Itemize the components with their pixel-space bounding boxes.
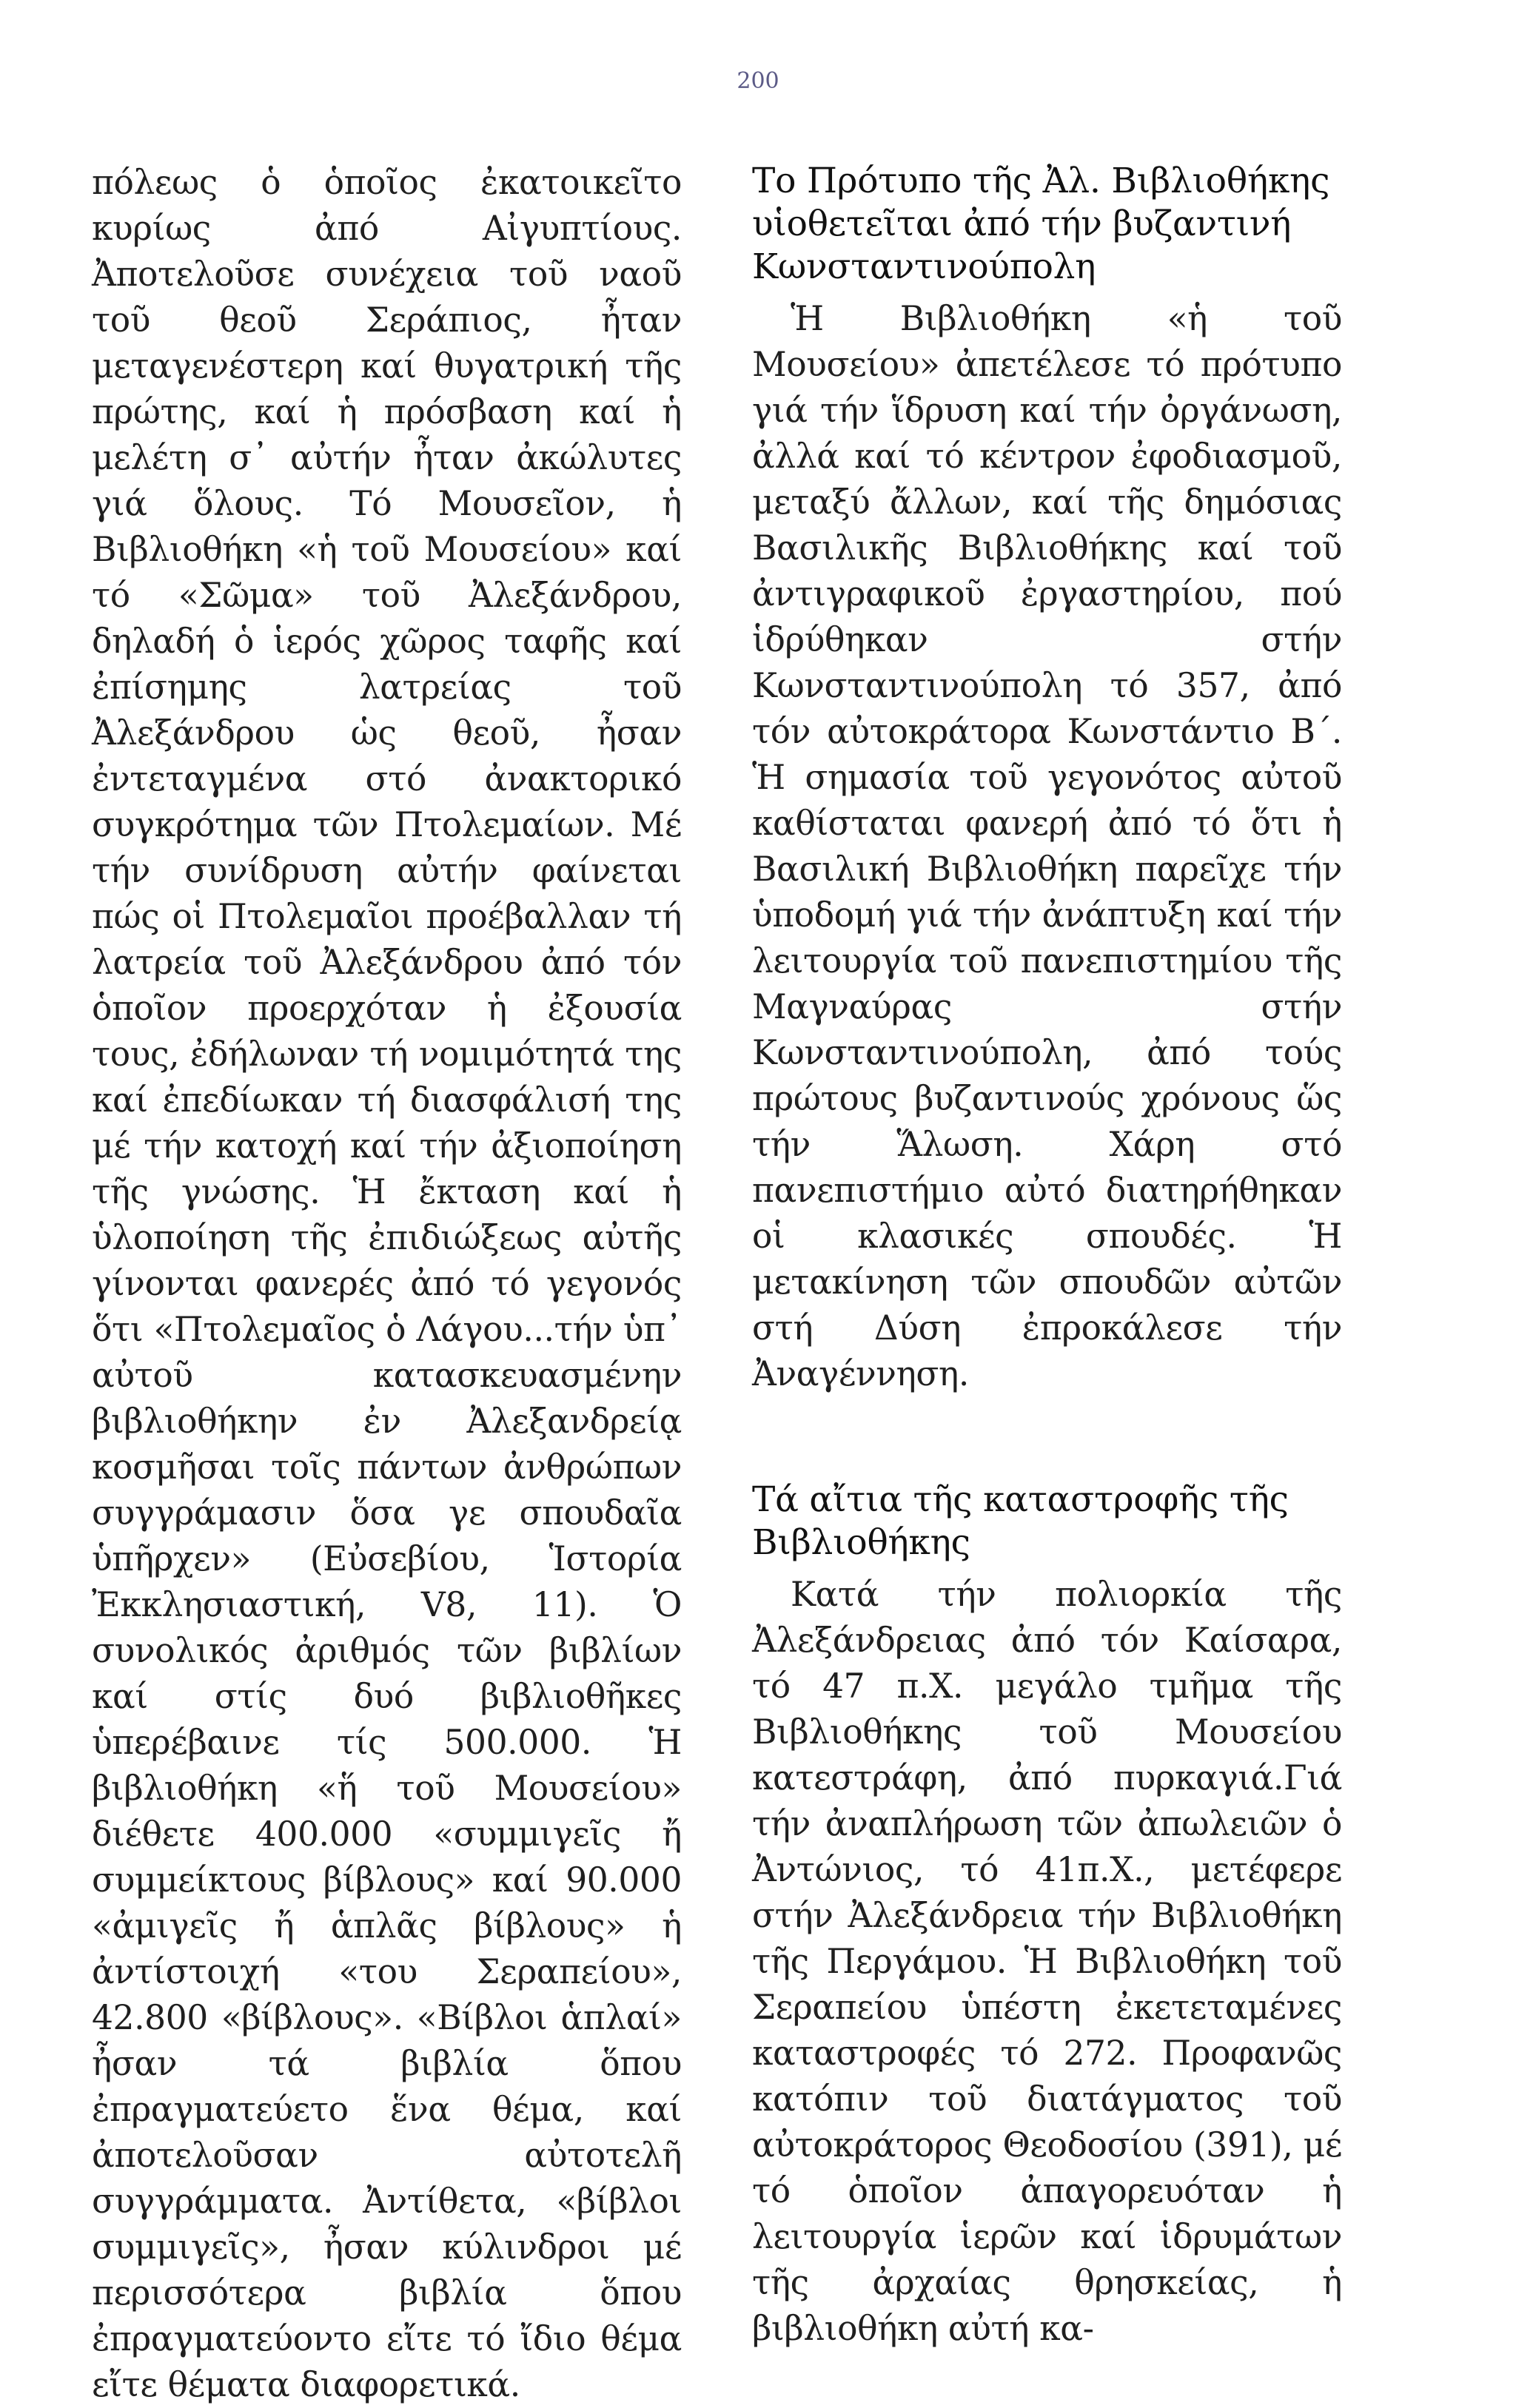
section-heading: Τά αἴτια τῆς καταστροφῆς τῆς Βιβλιοθήκης [752,1479,1289,1563]
section-heading: Το Πρότυπο τῆς Ἀλ. Βιβλιοθήκης υἱοθετεῖται ἀπό τήν βυζαντινή Κωνσταντινούπολη [752,161,1330,287]
section-body [752,1572,1342,2352]
section-body [752,296,1342,1397]
page-number: 200 [737,68,779,94]
left-column-paragraph: πόλεως ὁ ὁποῖος ἐκατοικεῖτο κυρίως ἀπό Αἰγυπτίους. Ἀποτελοῦσε συνέχεια τοῦ ναοῦ τοῦ θεοῦ Σεράπιος, ἦταν μεταγενέστερη καί θυγατρική τῆς πρώτης, καί ἡ πρόσβαση καί ἡ μελέτη σ᾽ αὐτήν ἦταν ἀκώλυτες γιά ὅλους. Τό Μουσεῖον, ἡ Βιβλιοθήκη «ἡ τοῦ Μουσείου» καί τό «Σῶμα» τοῦ Ἀλεξάνδρου, δηλαδή ὁ ἱερός χῶρος ταφῆς καί ἐπίσημης λατρείας τοῦ Ἀλεξάνδρου ὡς θεοῦ, ἦσαν ἐντεταγμένα στό ἀνακτορικό συγκρότημα τῶν Πτολεμαίων. Μέ τήν συνίδρυση αὐτήν φαίνεται πώς οἱ Πτολεμαῖοι προέβαλλαν τή λατρεία τοῦ Ἀλεξάνδρου ἀπό τόν ὁποῖον προερχόταν ἡ ἐξουσία τους, ἐδήλωναν τή νομιμότητά της καί ἐπεδίωκαν τή διασφάλισή της μέ τήν κατοχή καί τήν ἀξιοποίηση τῆς γνώσης. Ἡ ἔκταση καί ἡ ὑλοποίηση τῆς ἐπιδιώξεως αὐτῆς γίνονται φανερές ἀπό τό γεγονός ὅτι «Πτολεμαῖος ὁ Λάγου...τήν ὑπ᾽ αὐτοῦ κατασκευασμένην βιβλιοθήκην ἐν Ἀλεξανδρείᾳ κοσμῆσαι τοῖς πάντων ἀνθρώπων συγγράμασιν ὅσα γε σπουδαῖα ὑπῆρχεν» (Εὐσεβίου, Ἱστορία Ἐκκλησιαστική, V8, 11). Ὁ συνολικός ἀριθμός τῶν βιβλίων καί στίς δυό βιβλιοθῆκες ὑπερέβαινε τίς 500.000. Ἡ βιβλιοθήκη «ἥ τοῦ Μουσείου» διέθετε 400.000 «συμμιγεῖς ἤ συμμείκτους βίβλους» καί 90.000 «ἀμιγεῖς ἤ ἁπλᾶς βίβλους» ἡ ἀντίστοιχή «του Σεραπείου», 42.800 «βίβλους». «Βίβλοι ἁπλαί» ἦσαν τά βιβλία ὅπου ἐπραγματεύετο ἕνα θέμα, καί ἀποτελοῦσαν αὐτοτελῆ συγγράμματα. Ἀντίθετα, «βίβλοι συμμιγεῖς», ἦσαν κύλινδροι μέ περισσότερα βιβλία ὅπου ἐπραγματεύοντο εἴτε τό ἴδιο θέμα εἴτε θέματα διαφορετικά. [92,163,682,2404]
right-column [752,160,1342,2352]
section-paragraph: Κατά τήν πολιορκία τῆς Ἀλεξάνδρειας ἀπό τόν Καίσαρα, τό 47 π.Χ. μεγάλο τμῆμα τῆς Βιβλιοθήκης τοῦ Μουσείου κατεστράφη, ἀπό πυρκαγιά.Γιά τήν ἀναπλήρωση τῶν ἀπωλειῶν ὁ Ἀντώνιος, τό 41π.Χ., μετέφερε στήν Ἀλεξάνδρεια τήν Βιβλιοθήκη τῆς Περγάμου. Ἡ Βιβλιοθήκη τοῦ Σεραπείου ὑπέστη ἐκετεταμένες καταστροφές τό 272. Προφανῶς κατόπιν τοῦ διατάγματος τοῦ αὐτοκράτορος Θεοδοσίου (391), μέ τό ὁποῖον ἀπαγορευόταν ἡ λειτουργία ἱερῶν καί ἱδρυμάτων τῆς ἀρχαίας θρησκείας, ἡ βιβλιοθήκη αὐτή κα- [752,1575,1342,2348]
section-library-destruction [752,1479,1342,2352]
section-library-model [752,160,1342,1397]
section-paragraph: Ἡ Βιβλιοθήκη «ἡ τοῦ Μουσείου» ἀπετέλεσε τό πρότυπο γιά τήν ἵδρυση καί τήν ὀργάνωση, ἀλλά καί τό κέντρον ἐφοδιασμοῦ, μεταξύ ἄλλων, καί τῆς δημόσιας Βασιλικῆς Βιβλιοθήκης καί τοῦ ἀντιγραφικοῦ ἐργαστηρίου, πού ἱδρύθηκαν στήν Κωνσταντινούπολη τό 357, ἀπό τόν αὐτοκράτορα Κωνστάντιο Β΄. Ἡ σημασία τοῦ γεγονότος αὐτοῦ καθίσταται φανερή ἀπό τό ὅτι ἡ Βασιλική Βιβλιοθήκη παρεῖχε τήν ὑποδομή γιά τήν ἀνάπτυξη καί τήν λειτουργία τοῦ πανεπιστημίου τῆς Μαγναύρας στήν Κωνσταντινούπολη, ἀπό τούς πρώτους βυζαντινούς χρόνους ὥς τήν Ἅλωση. Χάρη στό πανεπιστήμιο αὐτό διατηρήθηκαν οἱ κλασικές σπουδές. Ἡ μετακίνηση τῶν σπουδῶν αὐτῶν στή Δύση ἐπροκάλεσε τήν Ἀναγέννηση. [752,299,1342,1393]
left-column [92,160,682,2408]
